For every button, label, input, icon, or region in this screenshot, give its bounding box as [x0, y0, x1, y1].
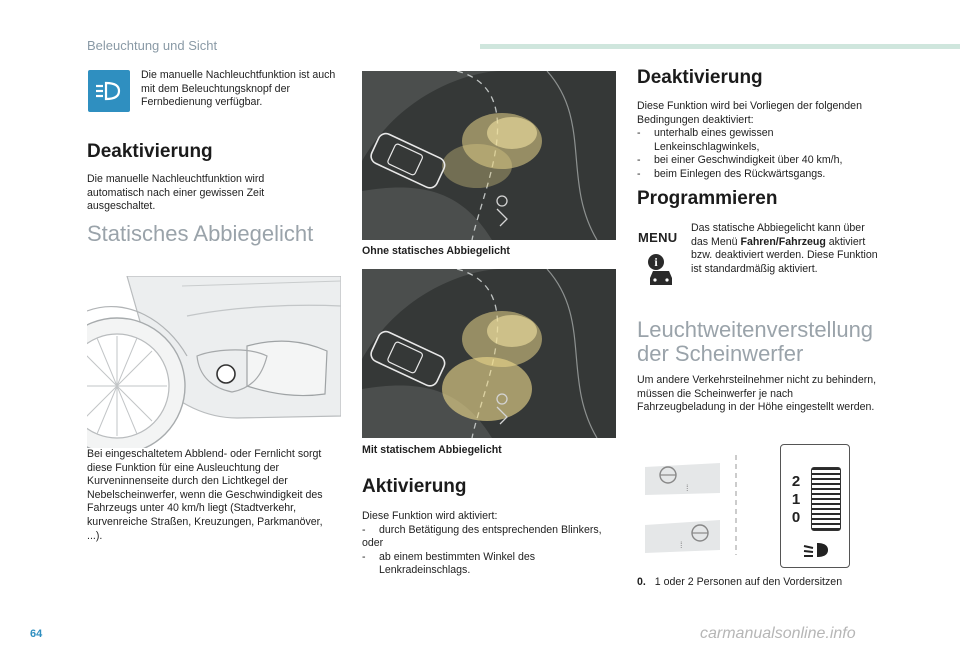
activation-block	[362, 510, 602, 578]
left-deactivation-text: Die manuelle Nachleuchtfunktion wird automatisch nach einer gewissen Zeit ausgeschaltet.	[87, 173, 265, 213]
list-item	[637, 127, 877, 154]
programming-text-before: Das statische Abbiegelicht kann über das Menü	[691, 222, 865, 248]
svg-text:⁞: ⁞	[686, 483, 689, 493]
right-deactivation-block	[637, 100, 877, 182]
intro-text: Die manuelle Nachleuchtfunktion ist auch mit dem Beleuchtungsknopf der Fernbedienung verfügbar.	[141, 69, 336, 109]
list-dash: -	[637, 167, 641, 180]
page-number: 64	[30, 628, 43, 640]
programming-menu-path: Fahren/Fahrzeug	[740, 235, 826, 248]
section-header-title: Beleuchtung und Sicht	[87, 38, 218, 53]
deactivation-item-2: bei einer Geschwindigkeit über 40 km/h,	[654, 154, 843, 167]
car-front-illustration	[87, 276, 341, 448]
list-dash: -	[637, 127, 641, 140]
programming-text-after: aktiviert bzw. deaktiviert werden. Diese Funktion ist standardmäßig aktiviert.	[691, 235, 878, 275]
setting-text: 1 oder 2 Personen auf den Vordersitzen	[654, 576, 843, 588]
right-deactivation-intro: Diese Funktion wird bei Vorliegen der folgenden Bedingungen deaktiviert:	[637, 100, 862, 126]
figure-with-cornering-light	[362, 269, 616, 438]
list-item	[637, 154, 877, 168]
dial-marks	[789, 473, 803, 527]
menu-label: MENU	[638, 230, 678, 245]
list-item	[362, 524, 602, 538]
setting-number: 0.	[637, 576, 646, 588]
headlamp-indicator-icon	[88, 70, 130, 112]
leveling-heading	[637, 318, 873, 366]
leveling-text: Um andere Verkehrsteilnehmer nicht zu behindern, müssen die Scheinwerfer je nach Fahrzeugbeladung in der Höhe eingestellt werden.	[637, 374, 877, 414]
list-dash: -	[362, 523, 366, 536]
activation-item-2: ab einem bestimmten Winkel des Lenkradeinschlags.	[379, 550, 536, 577]
dial-mark: 0	[791, 509, 801, 526]
caption-with: Mit statischem Abbiegelicht	[362, 444, 502, 456]
left-deactivation-heading: Deaktivierung	[87, 141, 213, 162]
caption-without: Ohne statisches Abbiegelicht	[362, 245, 510, 257]
leveling-heading-line1: Leuchtweitenverstellung	[637, 317, 874, 342]
vehicle-info-icon	[644, 252, 678, 288]
activation-intro: Diese Funktion wird aktiviert:	[362, 510, 498, 522]
load-vehicles-illustration	[640, 455, 750, 565]
activation-heading: Aktivierung	[362, 476, 467, 497]
svg-text:⁞: ⁞	[680, 540, 683, 550]
svg-text:i: i	[654, 255, 658, 269]
static-light-body: Bei eingeschaltetem Abblend- oder Fernlicht sorgt diese Funktion für eine Ausleuchtung der Kurveninnenseite durch den Lichtkegel der Nebelscheinwerfer, wenn die Geschwindigkeit des Fahrzeugs unter 40 km/h liegt (Stadtverkehr, kurvenreiche Straßen, Kreuzungen, Parkmanöver, ...).	[87, 448, 323, 542]
activation-or: oder	[362, 537, 384, 550]
list-item	[637, 168, 877, 182]
dial-wheel	[811, 467, 841, 531]
header-bar	[480, 44, 960, 49]
programming-heading: Programmieren	[637, 188, 778, 209]
leveling-setting	[637, 576, 887, 590]
dial-mark: 1	[791, 491, 801, 508]
list-dash: -	[362, 550, 366, 563]
deactivation-item-1: unterhalb eines gewissen Lenkeinschlagwinkels,	[654, 127, 774, 153]
headlamp-leveling-dial[interactable]	[780, 444, 850, 568]
watermark: carmanualsonline.info	[700, 625, 856, 642]
figure-without-cornering-light	[362, 71, 616, 240]
leveling-heading-line2: der Scheinwerfer	[637, 341, 804, 366]
list-item	[362, 551, 602, 578]
headlamp-level-icon	[801, 539, 831, 561]
programming-text	[691, 222, 881, 276]
activation-item-1: durch Betätigung des entsprechenden Blinkers,	[379, 523, 602, 536]
list-dash: -	[637, 154, 641, 167]
static-light-heading: Statisches Abbiegelicht	[87, 221, 314, 246]
dial-mark: 2	[791, 473, 801, 490]
right-deactivation-heading: Deaktivierung	[637, 67, 763, 88]
deactivation-item-3: beim Einlegen des Rückwärtsgangs.	[654, 167, 826, 180]
